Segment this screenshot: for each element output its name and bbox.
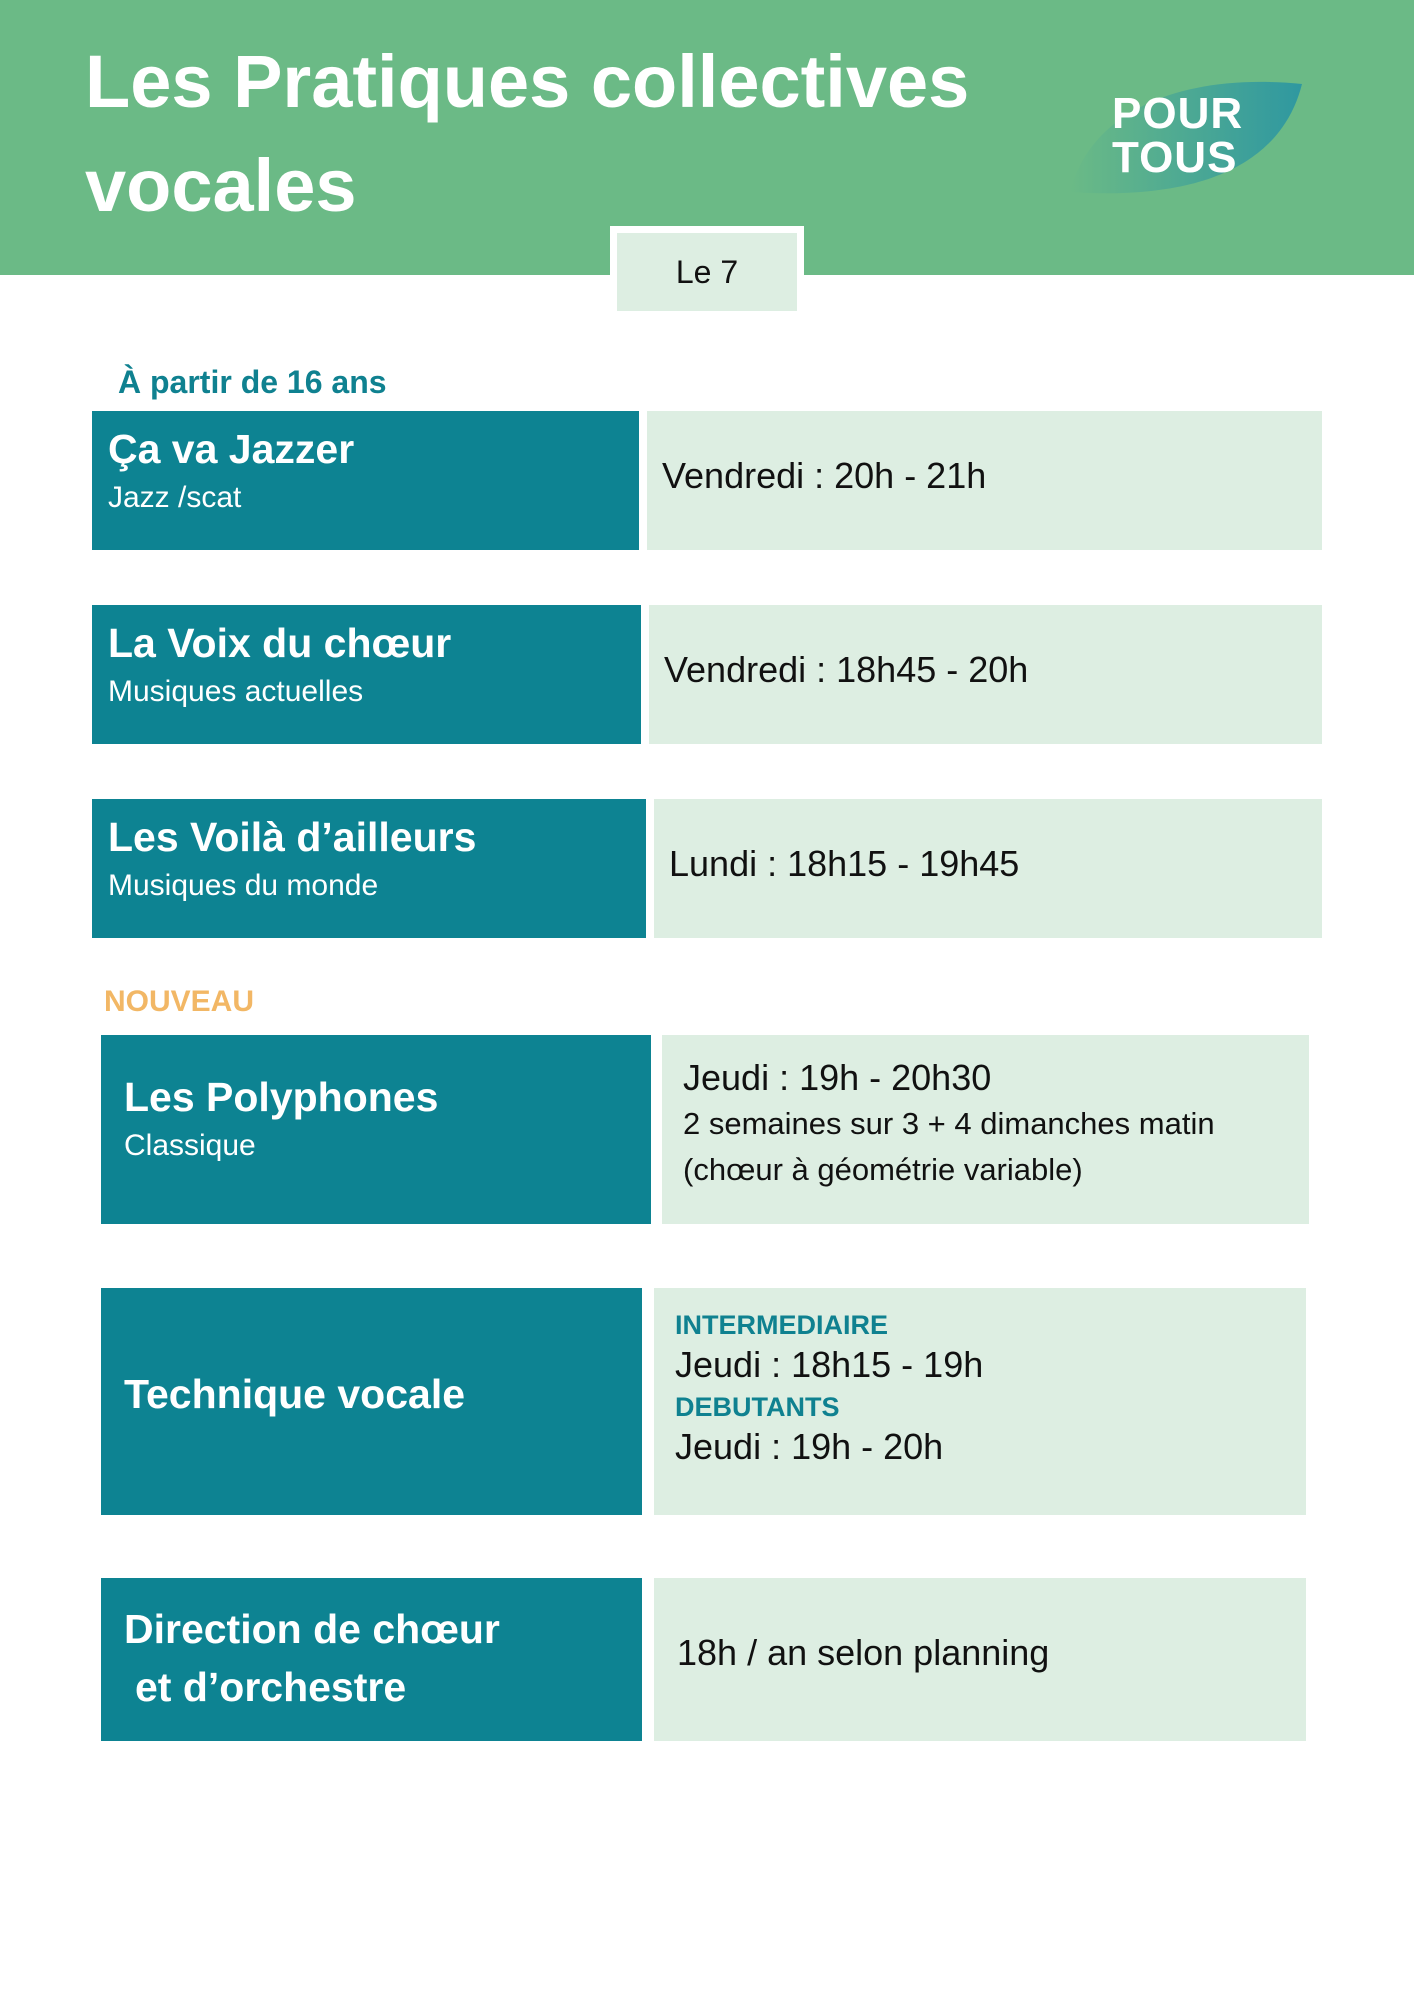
schedule-text: 18h / an selon planning xyxy=(677,1632,1050,1673)
schedule-text: Vendredi : 20h - 21h xyxy=(662,455,987,496)
page-title-line-2: vocales xyxy=(85,144,357,227)
page-title-line-1: Les Pratiques collectives xyxy=(85,40,970,123)
schedule-text: Vendredi : 18h45 - 20h xyxy=(664,649,1029,690)
schedule-text: Jeudi : 18h15 - 19h xyxy=(675,1344,984,1385)
course-name: Technique vocale xyxy=(124,1371,466,1417)
course-name: Les Polyphones xyxy=(124,1074,439,1120)
course-genre: Jazz /scat xyxy=(108,481,242,514)
course-schedule-la-voix-du-choeur xyxy=(649,605,1322,744)
badge-line-1: POUR xyxy=(1112,89,1244,138)
course-schedule-ca-va-jazzer xyxy=(647,411,1322,550)
course-card-direction-de-choeur xyxy=(101,1578,642,1741)
course-genre: Musiques du monde xyxy=(108,869,379,902)
tab-label: Le 7 xyxy=(675,253,739,290)
schedule-note: 2 semaines sur 3 + 4 dimanches matin xyxy=(683,1106,1215,1141)
page-tab-le-7 xyxy=(610,226,804,318)
schedule-text: Jeudi : 19h - 20h30 xyxy=(683,1057,992,1098)
course-schedule-les-polyphones xyxy=(662,1035,1309,1224)
course-card-les-voila-dailleurs xyxy=(92,799,646,938)
schedule-note: (chœur à géométrie variable) xyxy=(683,1152,1083,1187)
course-card-les-polyphones xyxy=(101,1035,651,1224)
course-schedule-technique-vocale xyxy=(654,1288,1306,1515)
course-genre: Classique xyxy=(124,1129,256,1162)
course-name-line-2: et d’orchestre xyxy=(135,1664,407,1710)
badge-line-2: TOUS xyxy=(1112,133,1238,182)
course-card-la-voix-du-choeur xyxy=(92,605,641,744)
course-name-line-1: Direction de chœur xyxy=(124,1606,500,1652)
page-title xyxy=(85,30,1045,238)
course-card-technique-vocale xyxy=(101,1288,642,1515)
schedule-text: Lundi : 18h15 - 19h45 xyxy=(669,843,1020,884)
level-label: INTERMEDIAIRE xyxy=(675,1310,889,1340)
course-schedule-les-voila-dailleurs xyxy=(654,799,1322,938)
age-section-label: À partir de 16 ans xyxy=(118,364,387,400)
course-card-ca-va-jazzer xyxy=(92,411,639,550)
course-schedule-direction-de-choeur xyxy=(654,1578,1306,1741)
course-genre: Musiques actuelles xyxy=(108,675,364,708)
course-name: La Voix du chœur xyxy=(108,620,452,666)
pour-tous-badge xyxy=(1112,89,1244,182)
course-name: Ça va Jazzer xyxy=(108,426,355,472)
level-label: DEBUTANTS xyxy=(675,1392,840,1422)
new-section-label: NOUVEAU xyxy=(104,985,255,1018)
schedule-text: Jeudi : 19h - 20h xyxy=(675,1426,944,1467)
course-name: Les Voilà d’ailleurs xyxy=(108,814,477,860)
